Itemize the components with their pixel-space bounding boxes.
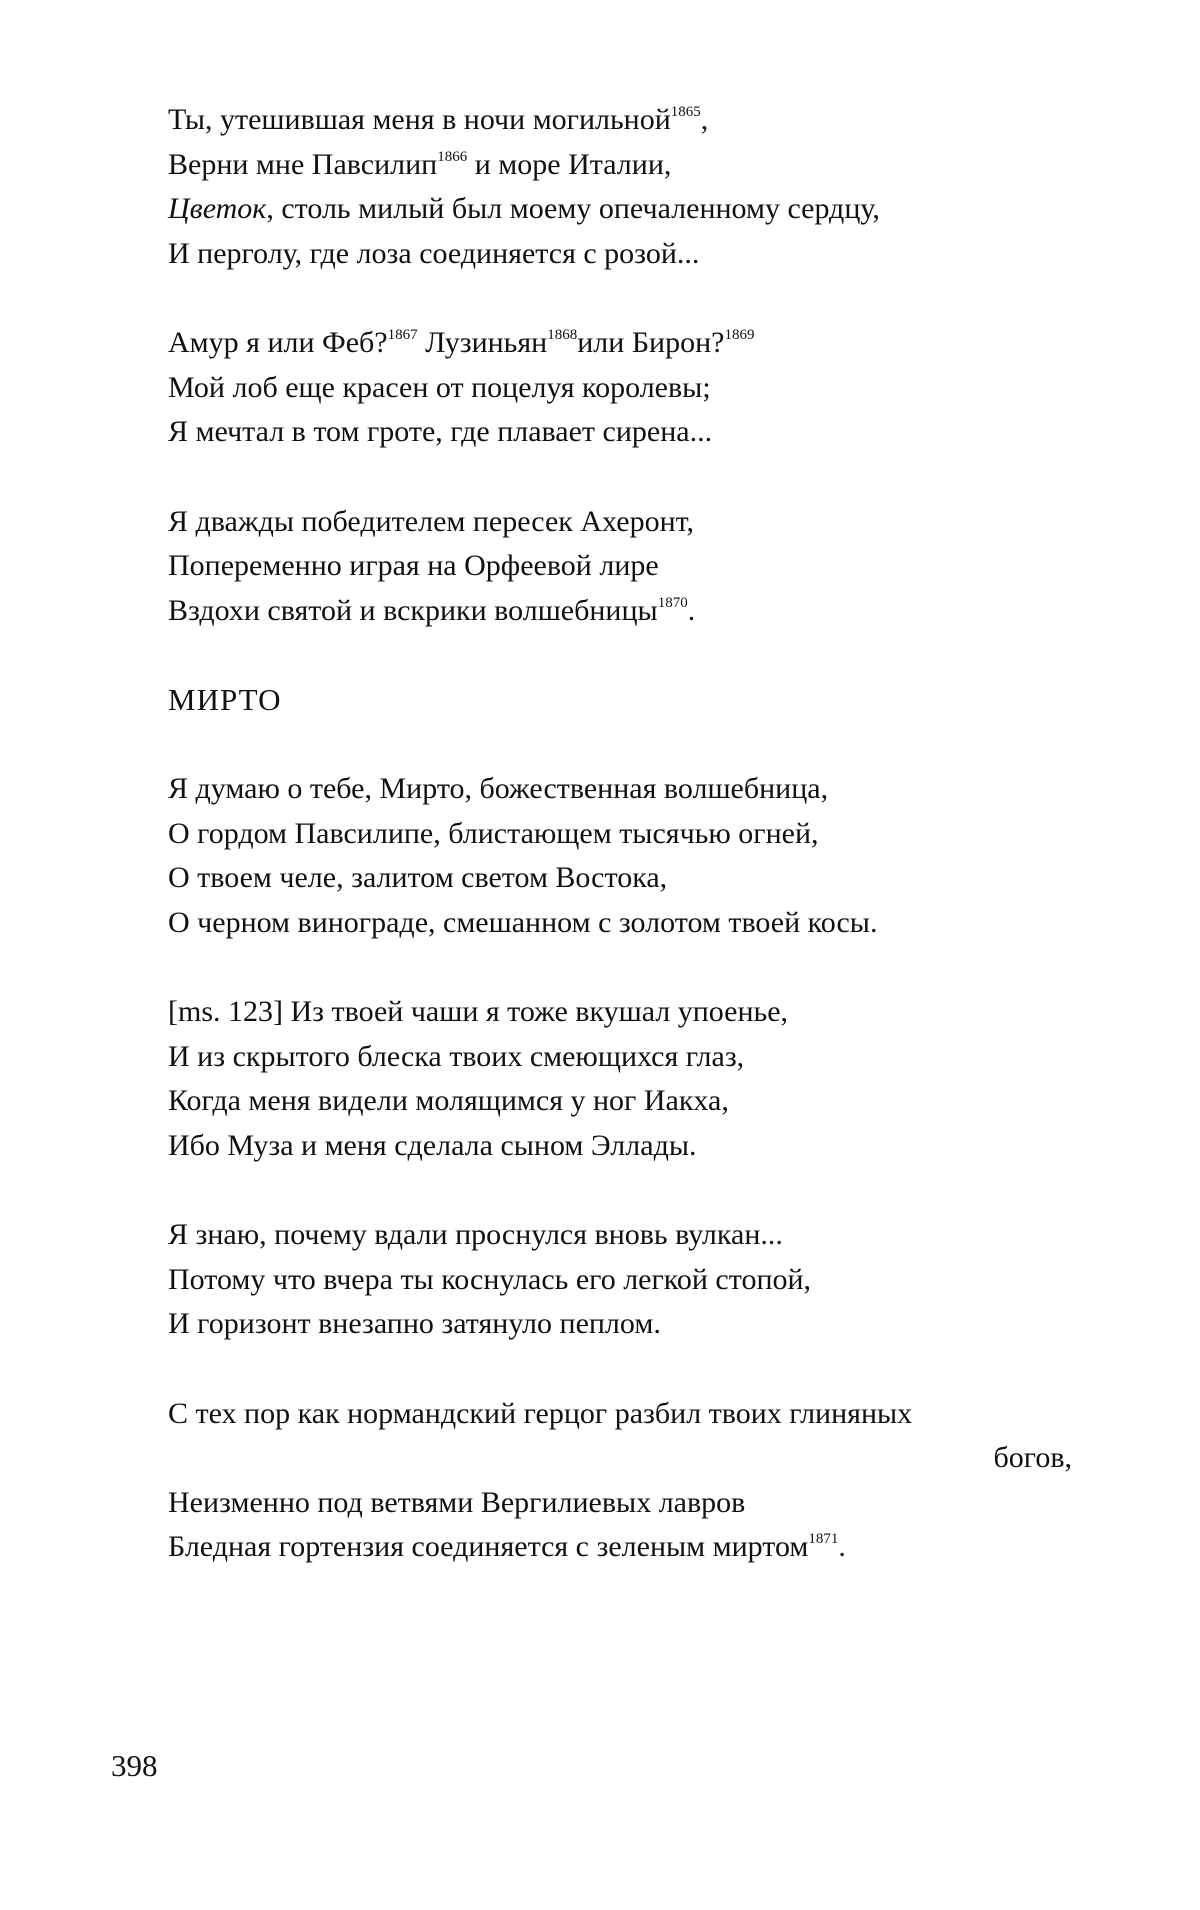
- verse-line: Потому что вчера ты коснулась его легкой стопой,: [168, 1262, 812, 1296]
- stanza: [168, 767, 1078, 945]
- footnote-ref: 1871: [808, 1531, 839, 1547]
- verse-line: Амур я или Феб?$^{1867}$ Лузиньян$^{1868}$или Бирон?$^{1869}$: [168, 326, 755, 359]
- verse-line: Мой лоб еще красен от поцелуя королевы;: [168, 370, 711, 404]
- poem-title: МИРТО: [168, 682, 282, 717]
- verse-line: Неизменно под ветвями Вергилиевых лавров: [168, 1485, 746, 1519]
- verse-line: [ms. 123] Из твоей чаши я тоже вкушал упоенье,: [168, 995, 789, 1028]
- stanza: [168, 321, 1078, 455]
- verse-line: Ты, утешившая меня в ночи могильной$^{1865}$,: [168, 103, 709, 136]
- verse-line: Я мечтал в том гроте, где плавает сирена...: [168, 415, 713, 448]
- text-block: [168, 98, 1078, 1615]
- stanza: [168, 98, 1078, 276]
- stanza: [168, 1213, 1078, 1347]
- verse-line: Когда меня видели молящимся у ног Иакха,: [168, 1084, 729, 1117]
- footnote-ref: 1866: [437, 148, 468, 165]
- stanza: [168, 500, 1078, 634]
- verse-line: О твоем челе, залитом светом Востока,: [168, 861, 668, 894]
- verse-line: Я знаю, почему вдали проснулся вновь вулкан...: [168, 1218, 783, 1251]
- verse-line: И из скрытого блеска твоих смеющихся глаз,: [168, 1039, 745, 1073]
- verse-line: И горизонт внезапно затянуло пеплом.: [168, 1307, 661, 1340]
- stanza: [168, 990, 1078, 1168]
- verse-line: Бледная гортензия соединяется с зеленым миртом$^{1871}$.: [168, 1530, 846, 1563]
- stanza: [168, 1392, 1078, 1570]
- verse-line-continuation: богов,: [993, 1441, 1072, 1474]
- footnote-ref: 1869: [724, 327, 755, 343]
- footnote-ref: 1868: [547, 327, 578, 343]
- verse-line: Верни мне Павсилип$^{1866}$ и море Италии,: [168, 147, 672, 181]
- verse-line: О черном винограде, смешанном с золотом твоей косы.: [168, 905, 878, 939]
- verse-line: Попеременно играя на Орфеевой лире: [168, 549, 659, 582]
- verse-line: О гордом Павсилипе, блистающем тысячью огней,: [168, 816, 819, 850]
- verse-line: И перголу, где лоза соединяется с розой...: [168, 236, 700, 270]
- verse-line: Я думаю о тебе, Мирто, божественная волшебница,: [168, 772, 829, 805]
- verse-line: Вздохи святой и вскрики волшебницы$^{1870}$.: [168, 593, 696, 627]
- verse-line: Ибо Муза и меня сделала сыном Эллады.: [168, 1128, 697, 1162]
- verse-line: Цветок, столь милый был моему опечаленному сердцу,: [168, 192, 880, 225]
- footnote-ref: 1865: [670, 104, 701, 120]
- footnote-ref: 1870: [657, 594, 688, 611]
- italic-word: Цветок: [168, 192, 267, 225]
- footnote-ref: 1867: [387, 327, 418, 343]
- verse-line: Я дважды победителем пересек Ахеронт,: [168, 504, 695, 538]
- verse-line: С тех пор как нормандский герцог разбил твоих глиняных: [168, 1396, 913, 1430]
- page-number: 398: [111, 1748, 158, 1783]
